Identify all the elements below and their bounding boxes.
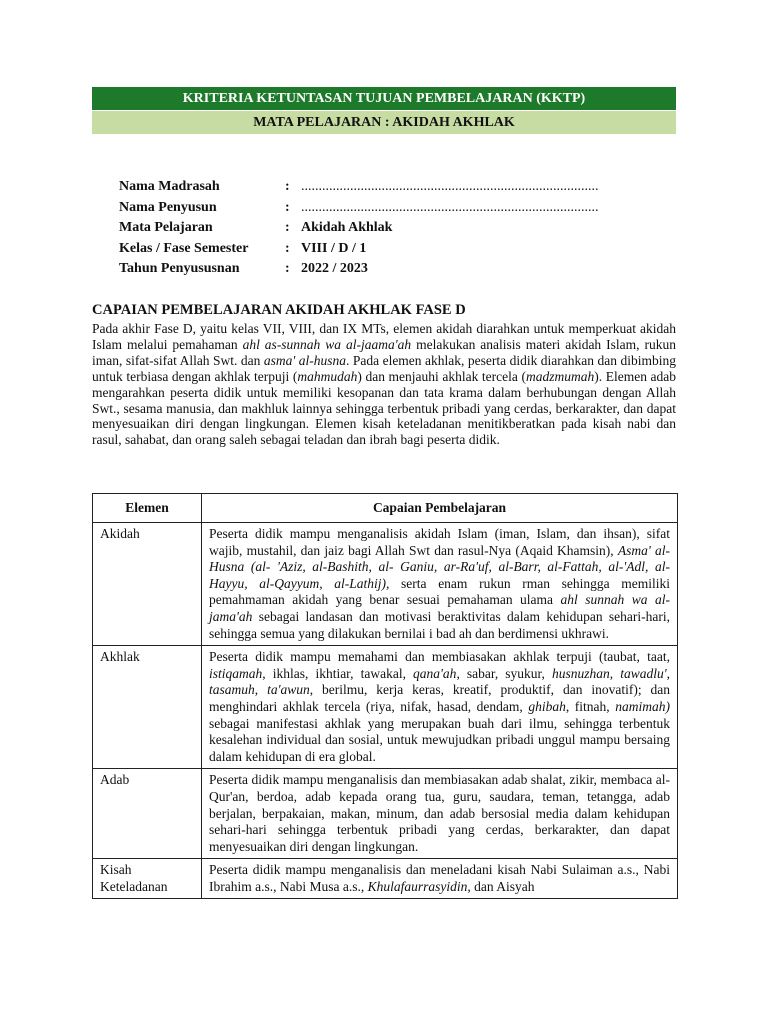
italic-term: ta'awun [267, 682, 310, 698]
element-cell: Kisah Keteladanan [93, 859, 202, 899]
info-label: Mata Pelajaran [119, 220, 213, 235]
italic-term: ghibah [528, 698, 566, 714]
table-header-row [93, 494, 678, 523]
info-label: Tahun Penyususnan [119, 261, 240, 276]
info-row-penyusun [119, 198, 679, 219]
element-cell: Adab [93, 769, 202, 859]
column-header-capaian: Capaian Pembelajaran [202, 494, 678, 523]
italic-term: madzmumah [525, 368, 595, 384]
table-row [93, 646, 678, 769]
table-row [93, 859, 678, 899]
subject-banner-text: MATA PELAJARAN : AKIDAH AKHLAK [253, 114, 515, 130]
capaian-table [92, 493, 678, 899]
info-row-madrasah [119, 177, 679, 198]
italic-term: Asma' al-Husna (al- 'Aziz, al-Bashith, al- Ganiu, ar-Ra'uf, al-Barr, al-Fattah, al-'Adl, al-Hayyu, al-Qayyum, al-Lathij), [209, 542, 671, 591]
info-colon: : [285, 240, 290, 256]
info-row-mapel [119, 218, 679, 239]
italic-term: namimah) [615, 698, 670, 714]
capaian-cell: Peserta didik mampu menganalisis akidah Islam (iman, Islam, dan ihsan), sifat wajib, mustahil, dan jaiz bagi Allah Swt dan rasul-Nya (Aqaid Khamsin), Asma' al-Husna (al- 'Aziz, al-Bashith, al- Ganiu, ar-Ra'uf, al-Barr, al-Fattah, al-'Adl, al-Hayyu, al-Qayyum, al-Lathij), serta enam rukun rman sehingga memiliki pemahmaman akidah yang benar sesuai pemahaman ulama ahl sunnah wa al-jama'ah sebagai landasan dan motivasi berakt​ivitas dalam kehidupan sehari-hari, sehingga semua yang dilakukan bernilai i bad ah dan berdimensi ukhrawi. [202, 523, 678, 646]
info-row-tahun [119, 259, 679, 280]
info-colon: : [285, 179, 290, 194]
italic-term: qana'ah [413, 665, 457, 681]
section-heading: CAPAIAN PEMBELAJARAN AKIDAH AKHLAK FASE D [92, 302, 466, 318]
info-label: Nama Madrasah [119, 179, 220, 194]
intro-paragraph: Pada akhir Fase D, yaitu kelas VII, VIII, dan IX MTs, elemen akidah diarahkan untuk memperkuat akidah Islam melalui pemahaman ahl as-sunnah wa al-jaama'ah melakukan analisis materi akidah Islam, rukun iman, sifat-sifat Allah Swt. dan asma' al-husna. Pada elemen akhlak, peserta didik diarahkan dan dibimbing untuk terbiasa dengan akhlak terpuji (mahmudah) dan menjauhi akhlak tercela (madzmumah). Elemen adab mengarahkan peserta didik untuk memiliki kesopanan dan tata krama dalam berhubungan dengan Allah Swt., sesama manusia, dan makhluk lainnya sehingga terbentuk pribadi yang cerdas, berkarakter, dan dapat menyesuaikan diri dengan lingkungan. Elemen kisah keteladanan menitikberatkan pada kisah nabi dan rasul, sahabat, dan orang saleh sebagai teladan dan ibrah bagi peserta didik. [92, 321, 677, 448]
italic-term: ahl as-sunnah wa al-jaama'ah [242, 336, 412, 352]
italic-term: mahmudah [297, 368, 358, 384]
info-value: 2022 / 2023 [301, 261, 368, 276]
italic-term: ahl sunnah wa al-jama'ah [209, 592, 670, 624]
info-label: Nama Penyusun [119, 199, 217, 215]
kktp-title-banner [92, 87, 676, 110]
identity-info [119, 177, 679, 280]
italic-term: asma' al-husna [263, 352, 346, 368]
info-colon: : [285, 261, 290, 276]
info-label: Kelas / Fase Semester [119, 240, 249, 256]
italic-term: istiqamah [209, 665, 263, 681]
info-value: Akidah Akhlak [301, 220, 393, 235]
capaian-cell: Peserta didik mampu memahami dan membiasakan akhlak terpuji (taubat, taat, istiqamah, ikhlas, ikhtiar, tawakal, qana'ah, sabar, syukur, husnuzhan, tawadlu', tasamuh, ta'awun, berilmu, kerja keras, kreatif, produktif, dan inovatif); dan menghindari akhlak tercela (riya, nifak, hasad, dendam, ghibah, fitnah, namimah) sebagai manifestasi akhlak yang merupakan buah dari ilmu, sehingga terbentuk kesalehan individual dan sosial, untuk mewujudkan pribadi unggul mampu bersaing dalam kehidupan di era global. [202, 646, 678, 769]
capaian-cell: Peserta didik mampu menganalisis dan meneladani kisah Nabi Sulaiman a.s., Nabi Ibrahim a.s., Nabi Musa a.s., Khulafaurrasyidin, dan Aisyah [202, 859, 678, 899]
table-row [93, 769, 678, 859]
italic-term: Khulafaurrasyidin [367, 878, 468, 894]
element-cell: Akidah [93, 523, 202, 646]
info-value: ..................................................................................... [301, 179, 599, 194]
info-value: ..................................................................................... [301, 199, 599, 215]
info-colon: : [285, 220, 290, 235]
capaian-cell: Peserta didik mampu menganalisis dan membiasakan adab shalat, zikir, membaca al-Qur'an, berdoa, adab kepada orang tua, guru, saudara, teman, tetangga, adab berjalan, berpakaian, makan, minum, dan adab bersosial media dalam kehidupan sehari-hari sehingga terbentuk pribadi yang cerdas, berkarakter, dan dapat menyesuaikan diri dengan lingkungan. [202, 769, 678, 859]
element-cell: Akhlak [93, 646, 202, 769]
info-value: VIII / D / 1 [301, 240, 367, 256]
italic-term: husnuzhan [551, 665, 610, 681]
italic-term: tawadlu' [620, 665, 667, 681]
info-row-kelas [119, 239, 679, 260]
kktp-title: KRITERIA KETUNTASAN TUJUAN PEMBELAJARAN (KKTP) [182, 90, 586, 106]
info-colon: : [285, 199, 290, 215]
column-header-elemen: Elemen [93, 494, 202, 523]
italic-term: tasamuh [209, 682, 255, 698]
subject-banner [92, 111, 676, 134]
table-row [93, 523, 678, 646]
